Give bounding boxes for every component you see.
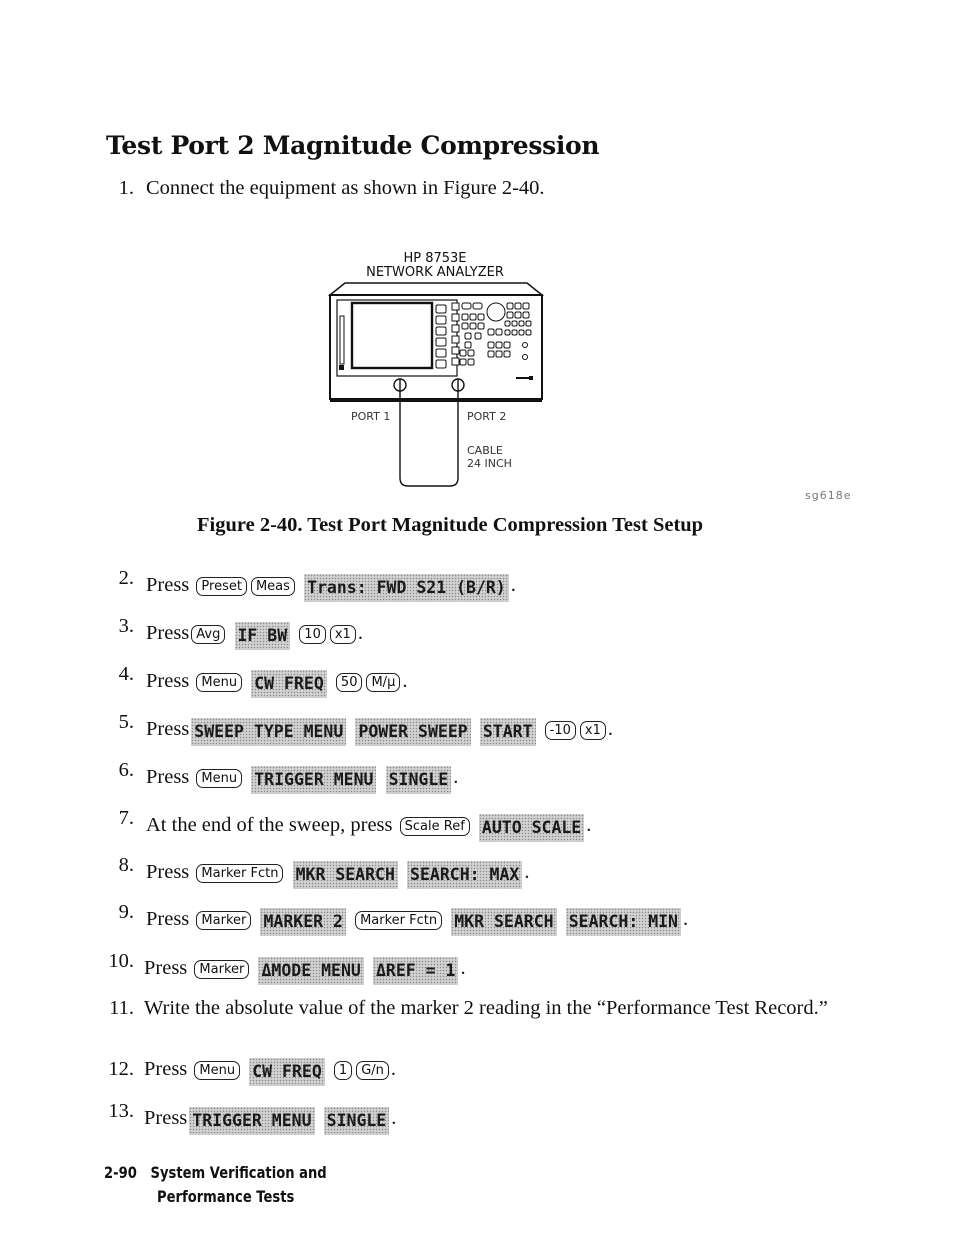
step-number: 7. xyxy=(118,807,134,829)
footer-line-1: System Verification and xyxy=(150,1163,327,1182)
page-footer-line-2 xyxy=(157,1187,294,1206)
figure-caption: Figure 2-40. Test Port Magnitude Compression Test Setup xyxy=(197,514,704,536)
press-text: Press xyxy=(144,1058,188,1080)
page-number: 2-90 xyxy=(104,1163,137,1182)
page-footer xyxy=(104,1163,327,1182)
step-number: 11. xyxy=(109,997,134,1019)
one-hardkey: 1 xyxy=(334,1061,352,1080)
avg-hardkey: Avg xyxy=(191,625,225,644)
x1-hardkey: x1 xyxy=(330,625,356,644)
delta-mode-menu-softkey: ΔMODE MENU xyxy=(258,957,363,985)
press-text: Press xyxy=(144,1107,188,1129)
start-softkey: START xyxy=(480,718,536,746)
single-softkey: SINGLE xyxy=(386,766,452,794)
step-number: 9. xyxy=(118,901,134,923)
search-min-softkey: SEARCH: MIN xyxy=(566,908,681,936)
preset-hardkey: Preset xyxy=(196,577,247,596)
power-sweep-softkey: POWER SWEEP xyxy=(355,718,470,746)
marker-hardkey: Marker xyxy=(196,911,251,930)
delta-ref-1-softkey: ΔREF = 1 xyxy=(373,957,458,985)
step-number: 6. xyxy=(118,759,134,781)
instrument-model-label: HP 8753E xyxy=(403,251,467,266)
marker-2-softkey: MARKER 2 xyxy=(260,908,345,936)
sweep-type-menu-softkey: SWEEP TYPE MENU xyxy=(191,718,346,746)
press-text: Press xyxy=(146,861,190,883)
mkr-search-softkey: MKR SEARCH xyxy=(451,908,556,936)
step-number: 1. xyxy=(118,177,134,199)
marker-hardkey: Marker xyxy=(194,960,249,979)
auto-scale-softkey: AUTO SCALE xyxy=(479,814,584,842)
menu-hardkey: Menu xyxy=(194,1061,240,1080)
press-text: Press xyxy=(146,574,190,596)
step-number: 4. xyxy=(118,663,134,685)
x1-hardkey: x1 xyxy=(580,721,606,740)
if-bw-softkey: IF BW xyxy=(235,622,291,650)
step-number: 3. xyxy=(118,615,134,637)
press-text: Press xyxy=(146,718,190,740)
single-softkey: SINGLE xyxy=(324,1107,390,1135)
press-text: Press xyxy=(146,622,190,644)
search-max-softkey: SEARCH: MAX xyxy=(407,861,522,889)
menu-hardkey: Menu xyxy=(196,769,242,788)
trans-fwd-s21-softkey: Trans: FWD S21 (B/R) xyxy=(304,574,509,602)
port-2-label: PORT 2 xyxy=(467,410,507,423)
step-number: 12. xyxy=(108,1058,134,1080)
setup-diagram xyxy=(0,0,980,520)
cw-freq-softkey: CW FREQ xyxy=(249,1058,325,1086)
step-number: 13. xyxy=(108,1100,134,1122)
trigger-menu-softkey: TRIGGER MENU xyxy=(251,766,376,794)
network-analyzer-icon xyxy=(330,283,542,402)
cable-length-label: 24 INCH xyxy=(467,457,512,470)
step-number: 8. xyxy=(118,854,134,876)
marker-fctn-hardkey: Marker Fctn xyxy=(196,864,283,883)
instrument-type-label: NETWORK ANALYZER xyxy=(366,265,504,280)
press-text: Press xyxy=(144,957,188,979)
step-number: 5. xyxy=(118,711,134,733)
ten-hardkey: 10 xyxy=(299,625,326,644)
fifty-hardkey: 50 xyxy=(336,673,363,692)
port-1-label: PORT 1 xyxy=(351,410,391,423)
cable-label: CABLE xyxy=(467,444,503,457)
trigger-menu-softkey: TRIGGER MENU xyxy=(189,1107,314,1135)
mega-micro-hardkey: M/μ xyxy=(366,673,400,692)
cw-freq-softkey: CW FREQ xyxy=(251,670,327,698)
menu-hardkey: Menu xyxy=(196,673,242,692)
section-title: Test Port 2 Magnitude Compression xyxy=(106,131,600,160)
giga-nano-hardkey: G/n xyxy=(356,1061,389,1080)
minus-ten-hardkey: -10 xyxy=(545,721,576,740)
press-text: Press xyxy=(146,670,190,692)
mkr-search-softkey: MKR SEARCH xyxy=(293,861,398,889)
step-text: Write the absolute value of the marker 2 reading in the “Performance Test Record.” xyxy=(144,997,828,1019)
scale-ref-hardkey: Scale Ref xyxy=(400,817,470,836)
marker-fctn-hardkey: Marker Fctn xyxy=(355,911,442,930)
press-text: Press xyxy=(146,766,190,788)
press-text: Press xyxy=(146,908,190,930)
step-number: 10. xyxy=(108,950,134,972)
footer-line-2: Performance Tests xyxy=(157,1187,295,1206)
step-text: Connect the equipment as shown in Figure 2-40. xyxy=(146,177,545,199)
meas-hardkey: Meas xyxy=(251,577,295,596)
step-number: 2. xyxy=(118,567,134,589)
figure-code: sg618e xyxy=(805,489,852,502)
step-text: At the end of the sweep, press xyxy=(146,814,393,836)
